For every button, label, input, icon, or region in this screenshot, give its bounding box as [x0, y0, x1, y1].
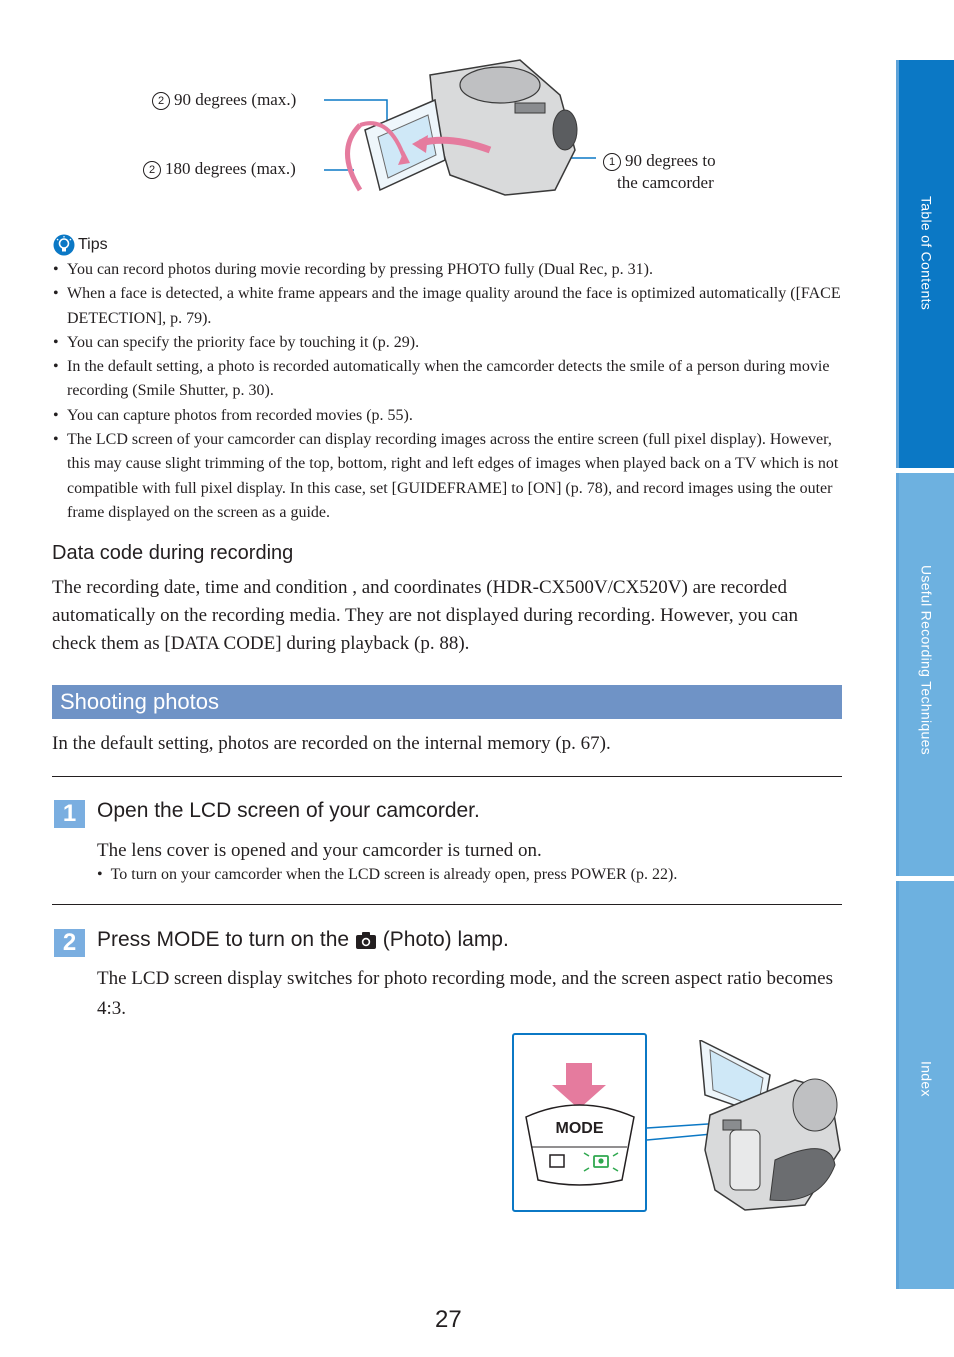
- camcorder-lcd-rotation-illustration: [320, 55, 740, 200]
- step-bullet: [97, 866, 677, 884]
- list-item: • In the default setting, a photo is recorded automatically when the camcorder detects the smile of a person during movie recording (Smile Shutter, p. 30).: [53, 355, 848, 404]
- step-title: Open the LCD screen of your camcorder.: [97, 799, 480, 822]
- callout-number: 2: [143, 161, 161, 179]
- list-item: • You can capture photos from recorded movies (p. 55).: [53, 404, 848, 428]
- tab-label: Index: [918, 1061, 935, 1097]
- tab-useful-recording-techniques[interactable]: [896, 473, 954, 876]
- data-code-body: The recording date, time and condition , and coordinates (HDR-CX500V/CX520V) are recorded automatically on the recording media. They are not displayed during recording. However, you can check them as [DATA CODE] during playback (p. 88).: [52, 577, 798, 654]
- tips-header: [53, 234, 108, 256]
- data-code-heading: Data code during recording: [52, 542, 294, 564]
- section-banner: Shooting photos: [52, 685, 842, 719]
- section-intro: In the default setting, photos are recorded on the internal memory (p. 67).: [52, 733, 611, 754]
- step-body: The LCD screen display switches for photo recording mode, and the screen aspect ratio becomes 4:3.: [97, 968, 833, 1019]
- divider: [52, 904, 842, 905]
- tips-list: [53, 258, 848, 525]
- tab-index[interactable]: [896, 881, 954, 1289]
- tab-label: Table of Contents: [918, 196, 935, 311]
- list-item: • The LCD screen of your camcorder can display recording images across the entire screen (full pixel display). However, this may cause slight trimming of the top, bottom, right and left edges of images when played back on a TV which is not compatible with full pixel display. In this case, set [GUIDEFRAME] to [ON] (p. 78), and record images using the outer frame displayed on the screen as a guide.: [53, 428, 848, 525]
- step-badge: 1: [54, 800, 85, 828]
- mode-label: MODE: [555, 1120, 604, 1137]
- callout-180-degrees: [143, 159, 296, 179]
- callout-number: 1: [603, 153, 621, 171]
- callout-90-degrees: [152, 90, 296, 110]
- step-title-end: (Photo) lamp.: [376, 928, 509, 951]
- bullet-glyph: •: [97, 866, 111, 883]
- list-item: • You can record photos during movie recording by pressing PHOTO fully (Dual Rec, p. 31).: [53, 258, 848, 282]
- callout-text: 90 degrees (max.): [174, 90, 297, 109]
- camera-icon: [355, 931, 377, 950]
- camcorder-mode-illustration: [645, 1040, 845, 1215]
- callout-text: 90 degrees to: [625, 151, 716, 170]
- tab-label: Useful Recording Techniques: [918, 565, 935, 755]
- page-number: 27: [435, 1306, 462, 1333]
- list-item: • You can specify the priority face by touching it (p. 29).: [53, 331, 848, 355]
- tab-table-of-contents[interactable]: [896, 60, 954, 468]
- mode-button-inset: [512, 1033, 647, 1212]
- lightbulb-icon: [53, 234, 75, 256]
- list-item: • When a face is detected, a white frame appears and the image quality around the face is optimized automatically ([FACE DETECTION], p. 79).: [53, 282, 848, 331]
- callout-number: 2: [152, 92, 170, 110]
- callout-text: 180 degrees (max.): [165, 159, 296, 178]
- step-title: [97, 928, 509, 952]
- step-title-start: Press MODE to turn on the: [97, 928, 355, 951]
- callout-text: the camcorder: [617, 173, 714, 192]
- divider: [52, 776, 842, 777]
- step-badge: 2: [54, 929, 85, 957]
- step-body: The lens cover is opened and your camcorder is turned on.: [97, 840, 542, 861]
- step-bullet-text: To turn on your camcorder when the LCD screen is already open, press POWER (p. 22).: [110, 866, 678, 883]
- tips-heading: Tips: [78, 236, 108, 253]
